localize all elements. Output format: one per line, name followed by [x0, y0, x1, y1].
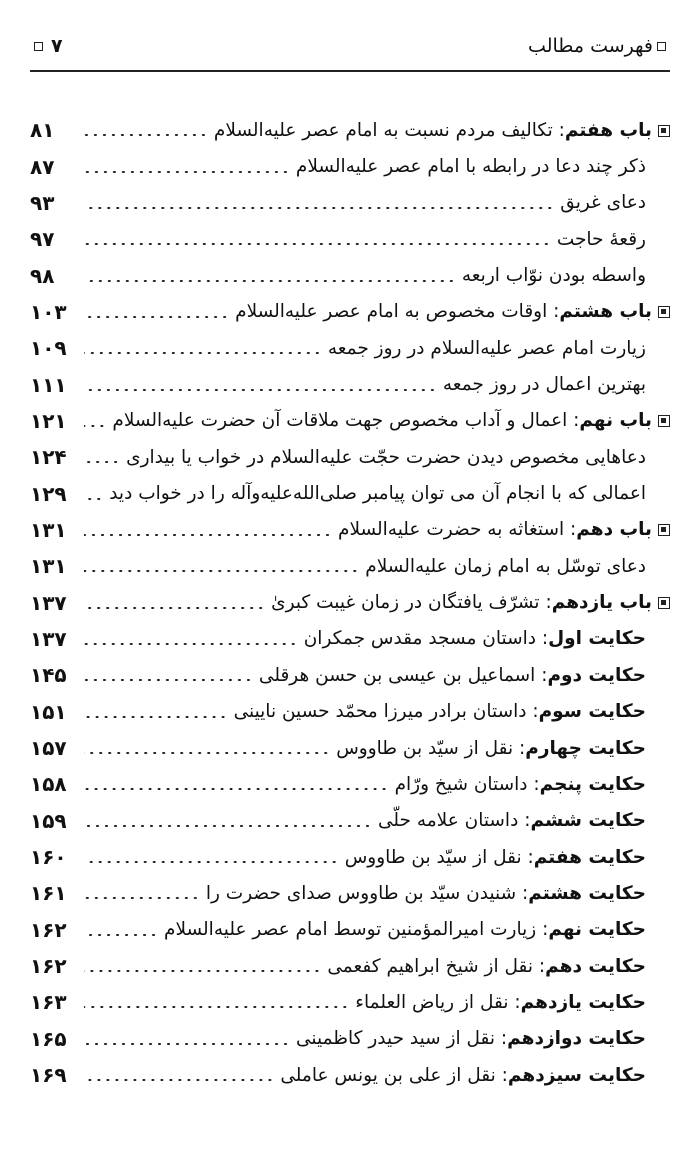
- dot-leader: [84, 788, 389, 790]
- dot-leader: [84, 861, 339, 863]
- toc-page-number: ۸۷: [30, 154, 55, 179]
- header-title-box: [528, 35, 670, 57]
- dot-leader: [84, 352, 322, 354]
- toc-entry-text: حکایت یازدهم: نقل از ریاض العلماء: [355, 991, 646, 1013]
- story-label: حکایت دوازدهم: [507, 1028, 646, 1050]
- toc-page-number: ۱۶۳: [30, 990, 67, 1015]
- toc-entry-title: نقل از ریاض العلماء: [355, 991, 509, 1013]
- story-label: حکایت هشتم: [528, 882, 646, 904]
- toc-entry-title: دعای توسّل به امام زمان علیه‌السلام: [365, 555, 646, 577]
- toc-page-number: ۱۱۱: [30, 372, 67, 397]
- dot-leader: [84, 243, 551, 245]
- toc-page-number: ۹۷: [30, 227, 55, 252]
- toc-entry-row: [30, 948, 670, 984]
- chapter-bullet-icon: [658, 415, 670, 427]
- dot-leader: [84, 1006, 349, 1008]
- story-label: حکایت چهارم: [525, 737, 646, 759]
- toc-entry-text: باب دهم: استغاثه به حضرت علیه‌السلام: [338, 519, 670, 540]
- story-label: حکایت دوم: [547, 664, 646, 686]
- dot-leader: [84, 534, 332, 536]
- chapter-bullet-icon: [658, 597, 670, 609]
- toc-entry-text: باب نهم: اعمال و آداب مخصوص جهت ملاقات آن حضرت علیه‌السلام: [112, 410, 670, 431]
- toc-page-number: ۱۰۳: [30, 299, 67, 324]
- chapter-label: باب نهم: [579, 410, 652, 432]
- toc-entry-title: اعمال و آداب مخصوص جهت ملاقات آن حضرت علیه‌السلام: [112, 410, 568, 432]
- toc-entry-text: حکایت هشتم: شنیدن سیّد بن طاووس صدای حضرت را: [205, 882, 646, 904]
- toc-entry-title: داستان مسجد مقدس جمکران: [303, 628, 536, 650]
- toc-entry-text: [109, 483, 670, 504]
- toc-entry-text: حکایت سیزدهم: نقل از علی بن یونس عاملی: [280, 1064, 646, 1086]
- toc-entry-title: نقل از سیّد بن طاووس: [336, 737, 514, 759]
- dot-leader: [84, 897, 200, 899]
- toc-entry-text: [560, 192, 670, 213]
- toc-entry-row: [30, 621, 670, 657]
- toc-entry-row: [30, 1057, 670, 1093]
- toc-entry-title: داستان علامه حلّی: [377, 810, 519, 832]
- toc-entry-row: [30, 548, 670, 584]
- toc-entry-title: بهترین اعمال در روز جمعه: [442, 374, 646, 396]
- toc-entry-title: اعمالی که با انجام آن می توان پیامبر صلی‌الله‌علیه‌وآله را در خواب دید: [109, 483, 646, 505]
- toc-entry-row: [30, 221, 670, 257]
- story-label: حکایت ششم: [530, 810, 646, 832]
- toc-entry-text: حکایت اول: داستان مسجد مقدس جمکران: [303, 628, 646, 650]
- dot-leader: [84, 679, 253, 681]
- toc-entry-title: اسماعیل بن عیسی بن حسن هرقلی: [258, 664, 536, 686]
- toc-entry-text: [296, 156, 670, 177]
- story-label: حکایت پنجم: [539, 773, 646, 795]
- toc-chapter-row: [30, 112, 670, 148]
- toc-entry-title: زیارت امیرالمؤمنین توسط امام عصر علیه‌السلام: [164, 919, 537, 941]
- chapter-bullet-icon: [658, 524, 670, 536]
- toc-entry-title: واسطه بودن نوّاب اربعه: [461, 265, 646, 287]
- square-icon: [657, 42, 666, 51]
- toc-page-number: ۱۴۵: [30, 663, 67, 688]
- toc-page-number: ۹۸: [30, 263, 55, 288]
- dot-leader: [84, 570, 359, 572]
- toc-entry-row: [30, 912, 670, 948]
- toc-entry-text: حکایت چهارم: نقل از سیّد بن طاووس: [336, 737, 646, 759]
- dot-leader: [84, 280, 456, 282]
- dot-leader: [84, 425, 106, 427]
- toc-entry-row: [30, 657, 670, 693]
- page-header: [30, 22, 670, 72]
- dot-leader: [84, 316, 229, 318]
- toc-entry-title: زیارت امام عصر علیه‌السلام در روز جمعه: [327, 337, 646, 359]
- toc-chapter-row: [30, 584, 670, 620]
- toc-page-number: ۱۶۵: [30, 1026, 67, 1051]
- toc-page-number: ۱۳۷: [30, 590, 67, 615]
- toc-entry-text: حکایت دوم: اسماعیل بن عیسی بن حسن هرقلی: [258, 664, 646, 686]
- toc-entry-title: اوقات مخصوص به امام عصر علیه‌السلام: [235, 301, 548, 323]
- toc-chapter-row: [30, 403, 670, 439]
- toc-entry-text: حکایت ششم: داستان علامه حلّی: [377, 810, 646, 832]
- dot-leader: [84, 934, 158, 936]
- toc-entry-text: باب هفتم: تکالیف مردم نسبت به امام عصر علیه‌السلام: [214, 120, 670, 141]
- toc-page-number: ۱۵۸: [30, 772, 67, 797]
- dot-leader: [84, 1079, 274, 1081]
- toc-entry-text: باب یازدهم: تشرّف یافتگان در زمان غیبت کبریٰ: [271, 592, 670, 613]
- story-label: حکایت سیزدهم: [507, 1064, 646, 1086]
- toc-entry-text: [365, 556, 670, 577]
- toc-entry-title: استغاثه به حضرت علیه‌السلام: [338, 519, 565, 541]
- dot-leader: [84, 716, 228, 718]
- toc-chapter-row: [30, 294, 670, 330]
- dot-leader: [84, 1043, 290, 1045]
- chapter-label: باب یازدهم: [551, 592, 652, 614]
- story-label: حکایت اول: [548, 628, 646, 650]
- toc-entry-title: تشرّف یافتگان در زمان غیبت کبریٰ: [271, 592, 540, 614]
- toc-entry-row: [30, 839, 670, 875]
- toc-page-number: ۱۶۰: [30, 845, 67, 870]
- toc-entry-text: [557, 229, 670, 250]
- toc-entry-row: [30, 730, 670, 766]
- toc-page-number: ۱۰۹: [30, 336, 67, 361]
- toc-entry-text: [328, 338, 670, 359]
- toc-entry-row: [30, 984, 670, 1020]
- toc-entry-text: باب هشتم: اوقات مخصوص به امام عصر علیه‌السلام: [235, 301, 670, 322]
- toc-entry-row: [30, 366, 670, 402]
- toc-entry-title: نقل از شیخ ابراهیم کفعمی: [327, 955, 534, 977]
- dot-leader: [84, 207, 554, 209]
- toc-entry-row: [30, 475, 670, 511]
- toc-entry-text: [443, 374, 670, 395]
- toc-entry-text: حکایت دوازدهم: نقل از سید حیدر کاظمینی: [296, 1028, 646, 1050]
- toc-entry-row: [30, 330, 670, 366]
- page-number: ۷: [51, 35, 63, 57]
- story-label: حکایت سوم: [538, 701, 646, 723]
- story-label: حکایت یازدهم: [520, 991, 646, 1013]
- toc-entry-title: داستان شیخ ورّام: [394, 773, 528, 795]
- story-label: حکایت نهم: [548, 919, 646, 941]
- dot-leader: [84, 134, 208, 136]
- chapter-bullet-icon: [658, 306, 670, 318]
- toc-page-number: ۱۳۱: [30, 517, 67, 542]
- toc-page-number: ۱۵۹: [30, 808, 67, 833]
- toc-entry-row: [30, 257, 670, 293]
- dot-leader: [84, 752, 330, 754]
- dot-leader: [84, 461, 120, 463]
- toc-page-number: ۹۳: [30, 190, 55, 215]
- toc-page-number: ۱۶۱: [30, 881, 67, 906]
- toc-page-number: ۱۳۷: [30, 626, 67, 651]
- toc-page-number: ۸۱: [30, 118, 55, 143]
- toc-entry-title: دعای غریق: [560, 192, 646, 214]
- toc-entry-title: شنیدن سیّد بن طاووس صدای حضرت را: [205, 882, 517, 904]
- toc-entry-title: نقل از سیّد بن طاووس: [344, 846, 522, 868]
- toc-entry-row: [30, 185, 670, 221]
- toc-page-number: ۱۲۹: [30, 481, 67, 506]
- toc-entry-row: [30, 1021, 670, 1057]
- chapter-label: باب دهم: [576, 519, 652, 541]
- toc-entry-title: دعاهایی مخصوص دیدن حضرت حجّت علیه‌السلام در خواب یا بیداری: [126, 446, 646, 468]
- toc-entry-title: داستان برادر میرزا محمّد حسین نایینی: [233, 701, 527, 723]
- header-title: فهرست مطالب: [528, 35, 653, 57]
- dot-leader: [84, 389, 437, 391]
- toc-entry-title: تکالیف مردم نسبت به امام عصر علیه‌السلام: [213, 119, 553, 141]
- dot-leader: [84, 970, 321, 972]
- toc-entry-row: [30, 875, 670, 911]
- toc-page-number: ۱۶۲: [30, 917, 67, 942]
- toc-entry-title: نقل از سید حیدر کاظمینی: [296, 1028, 496, 1050]
- dot-leader: [84, 607, 265, 609]
- toc-entry-text: حکایت سوم: داستان برادر میرزا محمّد حسین نایینی: [233, 701, 646, 723]
- toc-entry-text: حکایت دهم: نقل از شیخ ابراهیم کفعمی: [327, 955, 646, 977]
- toc-page-number: ۱۲۴: [30, 445, 67, 470]
- toc-entry-row: [30, 766, 670, 802]
- toc-page-number: ۱۲۱: [30, 408, 67, 433]
- dot-leader: [84, 643, 298, 645]
- toc-entry-title: نقل از علی بن یونس عاملی: [280, 1064, 496, 1086]
- toc-entry-text: [126, 447, 670, 468]
- chapter-bullet-icon: [658, 125, 670, 137]
- toc-page-number: ۱۳۱: [30, 554, 67, 579]
- story-label: حکایت هفتم: [533, 846, 646, 868]
- toc-entry-text: حکایت نهم: زیارت امیرالمؤمنین توسط امام عصر علیه‌السلام: [164, 919, 646, 941]
- toc-entry-row: [30, 439, 670, 475]
- page-number-box: [30, 35, 63, 57]
- chapter-label: باب هشتم: [559, 301, 652, 323]
- square-icon: [34, 42, 43, 51]
- toc-entry-text: حکایت پنجم: داستان شیخ ورّام: [394, 773, 646, 795]
- toc-entry-text: [462, 265, 670, 286]
- toc-entry-row: [30, 694, 670, 730]
- toc-page-number: ۱۵۷: [30, 736, 67, 761]
- chapter-label: باب هفتم: [564, 119, 652, 141]
- toc-page-number: ۱۶۹: [30, 1063, 67, 1088]
- toc-entry-title: ذکر چند دعا در رابطه با امام عصر علیه‌السلام: [295, 156, 646, 178]
- toc-entry-title: رقعهٔ حاجت: [556, 228, 646, 250]
- toc-entry-text: حکایت هفتم: نقل از سیّد بن طاووس: [344, 846, 646, 868]
- table-of-contents: [30, 112, 670, 1093]
- toc-page-number: ۱۵۱: [30, 699, 67, 724]
- dot-leader: [84, 171, 290, 173]
- toc-chapter-row: [30, 512, 670, 548]
- story-label: حکایت دهم: [545, 955, 646, 977]
- dot-leader: [84, 498, 103, 500]
- toc-entry-row: [30, 803, 670, 839]
- toc-page-number: ۱۶۲: [30, 954, 67, 979]
- dot-leader: [84, 825, 372, 827]
- toc-entry-row: [30, 148, 670, 184]
